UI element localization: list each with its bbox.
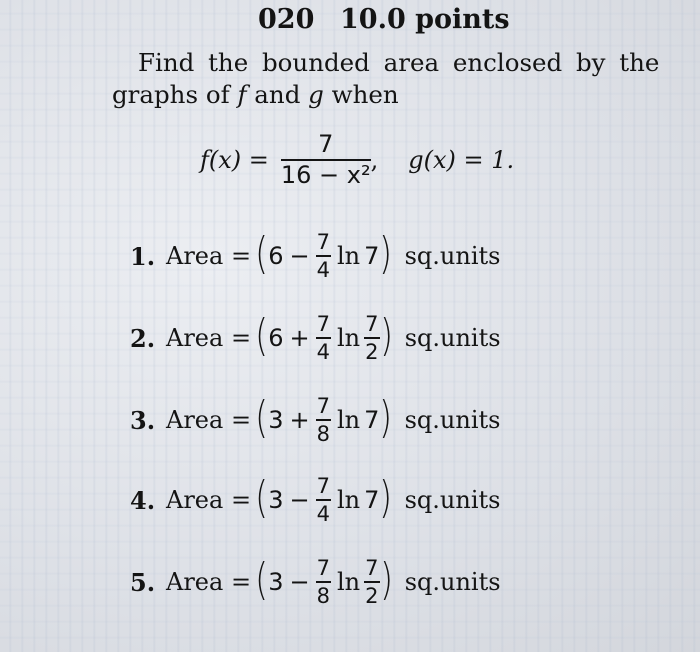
choice-operator: − <box>289 242 310 270</box>
answer-choice[interactable] <box>130 388 500 452</box>
choice-operator: + <box>289 406 310 434</box>
choice-operator: − <box>289 568 310 596</box>
coefficient-denominator: 8 <box>316 421 330 446</box>
choice-number: 2. <box>130 323 156 353</box>
choice-constant: 6 <box>268 324 284 352</box>
choice-number: 3. <box>130 405 156 435</box>
answer-choice[interactable] <box>130 468 500 532</box>
choice-operator: − <box>289 486 310 514</box>
ln-symbol: ln <box>337 406 361 434</box>
coefficient-fraction <box>316 475 331 524</box>
choice-units: sq.units <box>404 242 501 270</box>
g-definition: g(x) = 1. <box>408 146 515 174</box>
coefficient-denominator: 4 <box>316 339 330 364</box>
f-symbol: f <box>237 80 247 109</box>
coefficient-denominator: 4 <box>316 501 330 526</box>
ln-symbol: ln <box>337 324 361 352</box>
answer-choice[interactable] <box>130 224 500 288</box>
ln-argument: 7 <box>364 486 380 514</box>
choice-label: Area = <box>166 242 252 270</box>
question-number: 020 <box>258 4 315 35</box>
choice-constant: 3 <box>268 406 284 434</box>
right-paren: ) <box>379 472 393 523</box>
choice-units: sq.units <box>404 568 501 596</box>
answer-choice[interactable] <box>130 550 501 614</box>
prompt-text: when <box>323 80 399 109</box>
coefficient-fraction <box>316 557 331 606</box>
ln-symbol: ln <box>337 242 361 270</box>
coefficient-numerator: 7 <box>316 475 331 500</box>
choice-constant: 3 <box>268 486 284 514</box>
right-paren: ) <box>379 392 393 443</box>
right-paren: ) <box>379 310 393 361</box>
choice-label: Area = <box>166 486 252 514</box>
ln-argument: 7 <box>364 242 380 270</box>
ln-argument-fraction <box>364 313 379 362</box>
choice-operator: + <box>289 324 310 352</box>
choice-units: sq.units <box>404 486 501 514</box>
left-paren: ( <box>255 554 269 605</box>
right-paren: ) <box>379 228 393 279</box>
choice-label: Area = <box>166 324 252 352</box>
choice-constant: 6 <box>268 242 284 270</box>
prompt-text: and <box>246 80 309 109</box>
ln-symbol: ln <box>337 568 361 596</box>
coefficient-denominator: 8 <box>316 583 330 608</box>
choice-number: 5. <box>130 567 156 597</box>
choice-number: 1. <box>130 241 156 271</box>
ln-argument-numerator: 7 <box>364 557 379 582</box>
prompt-text: graphs of <box>112 80 238 109</box>
coefficient-fraction <box>316 395 331 444</box>
g-symbol: g <box>308 80 324 109</box>
f-denominator: 16 − x² <box>280 161 371 189</box>
right-paren: ) <box>379 554 393 605</box>
f-numerator: 7 <box>281 132 371 161</box>
coefficient-numerator: 7 <box>316 395 331 420</box>
equation-comma: , <box>370 146 379 174</box>
ln-argument-numerator: 7 <box>364 313 379 338</box>
choice-units: sq.units <box>404 406 501 434</box>
coefficient-numerator: 7 <box>316 313 331 338</box>
f-definition-lhs: f(x) = <box>200 146 269 174</box>
coefficient-fraction <box>316 231 331 280</box>
ln-symbol: ln <box>337 486 361 514</box>
left-paren: ( <box>255 228 269 279</box>
question-prompt-line-1: Find the bounded area enclosed by the <box>138 48 660 77</box>
ln-argument-fraction <box>364 557 379 606</box>
choice-units: sq.units <box>404 324 501 352</box>
left-paren: ( <box>255 392 269 443</box>
choice-label: Area = <box>166 568 252 596</box>
ln-argument-denominator: 2 <box>365 583 379 608</box>
choice-constant: 3 <box>268 568 284 596</box>
answer-choice[interactable] <box>130 306 501 370</box>
f-definition-fraction <box>280 129 371 189</box>
coefficient-numerator: 7 <box>316 231 331 256</box>
choice-number: 4. <box>130 485 156 515</box>
function-definitions <box>200 130 514 190</box>
ln-argument: 7 <box>364 406 380 434</box>
coefficient-fraction <box>316 313 331 362</box>
choice-label: Area = <box>166 406 252 434</box>
left-paren: ( <box>255 472 269 523</box>
question-prompt-line-2 <box>112 80 399 109</box>
coefficient-numerator: 7 <box>316 557 331 582</box>
ln-argument-denominator: 2 <box>365 339 379 364</box>
question-points: 10.0 points <box>340 4 510 35</box>
left-paren: ( <box>255 310 269 361</box>
coefficient-denominator: 4 <box>316 257 330 282</box>
